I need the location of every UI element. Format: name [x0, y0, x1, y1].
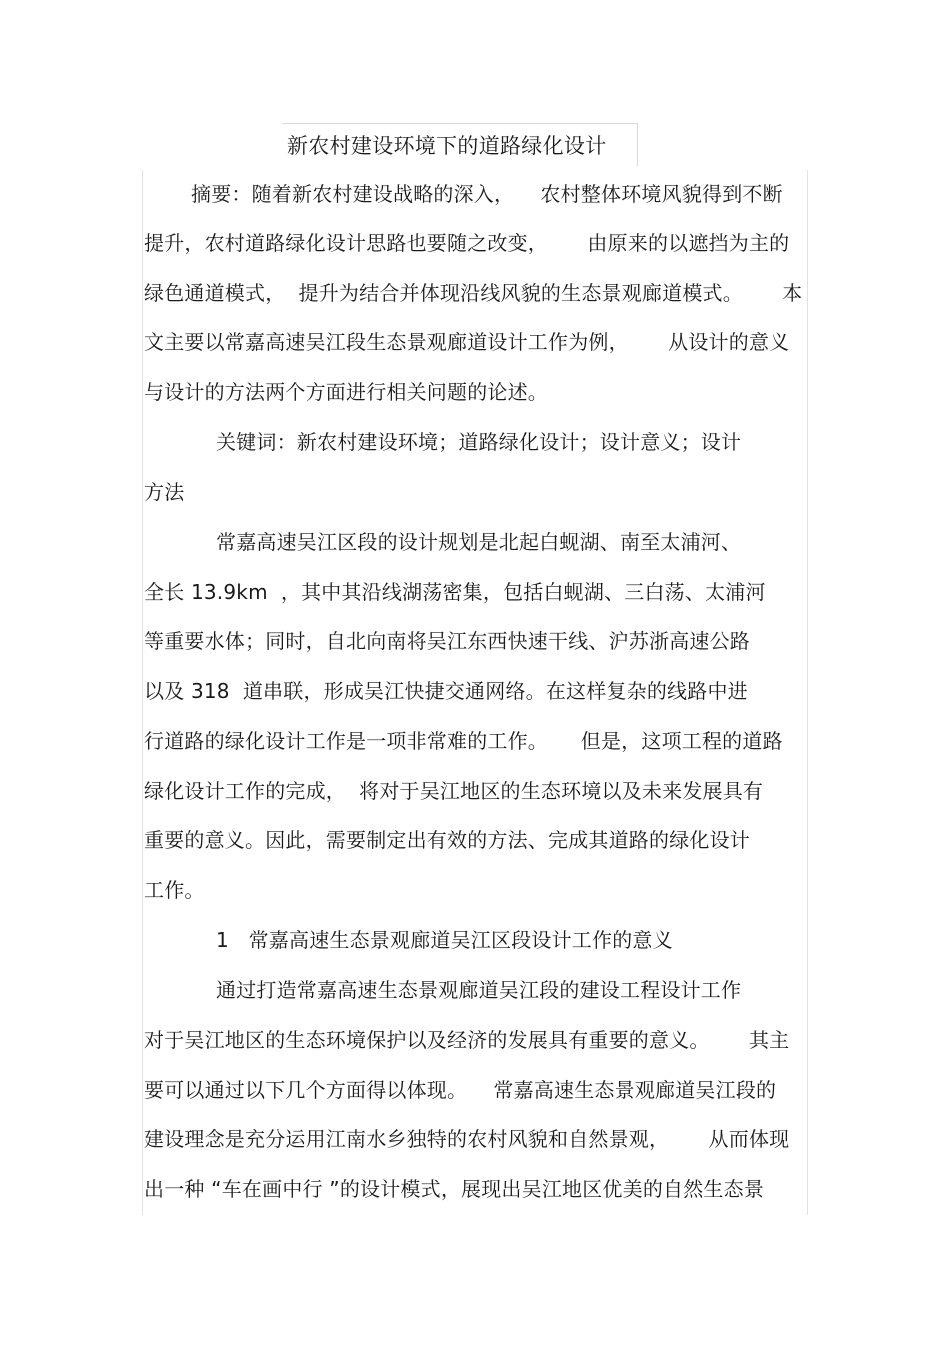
paragraph-line: 通过打造常嘉高速生态景观廊道吴江段的建设工程设计工作 — [216, 978, 742, 1002]
paragraph-line: 工作。 — [144, 878, 205, 902]
keywords-line: 关键词：新农村建设环境；道路绿化设计；设计意义；设计 — [216, 430, 742, 454]
section-heading: 1 常嘉高速生态景观廊道吴江区段设计工作的意义 — [216, 928, 673, 952]
paragraph-line: 对于吴江地区的生态环境保护以及经济的发展具有重要的意义。 其主 — [144, 1028, 790, 1052]
paragraph-line: 常嘉高速吴江区段的设计规划是北起白蚬湖、南至太浦河、 — [216, 530, 742, 554]
paragraph-line: 全长 13.9km ，其中其沿线湖荡密集，包括白蚬湖、三白荡、太浦河 — [144, 580, 766, 604]
paragraph-line: 提升，农村道路绿化设计思路也要随之改变， 由原来的以遮挡为主的 — [144, 231, 790, 255]
paragraph-line: 以及 318 道串联，形成吴江快捷交通网络。在这样复杂的线路中进 — [144, 679, 748, 703]
paragraph-line: 行道路的绿化设计工作是一项非常难的工作。 但是，这项工程的道路 — [144, 729, 783, 753]
document-title: 新农村建设环境下的道路绿化设计 — [287, 134, 607, 158]
paragraph-line: 要可以通过以下几个方面得以体现。 常嘉高速生态景观廊道吴江段的 — [144, 1078, 777, 1102]
paragraph-line: 文主要以常嘉高速吴江段生态景观廊道设计工作为例， 从设计的意义 — [144, 330, 790, 354]
keywords-line: 方法 — [144, 480, 185, 504]
paragraph-line: 摘要：随着新农村建设战略的深入， 农村整体环境风貌得到不断 — [191, 182, 783, 206]
paragraph-line: 绿化设计工作的完成， 将对于吴江地区的生态环境以及未来发展具有 — [144, 779, 764, 803]
paragraph-line: 建设理念是充分运用江南水乡独特的农村风貌和自然景观， 从而体现 — [144, 1127, 790, 1151]
paragraph-line: 等重要水体；同时，自北向南将吴江东西快速干线、沪苏浙高速公路 — [144, 629, 750, 653]
paragraph-line: 绿色通道模式， 提升为结合并体现沿线风貌的生态景观廊道模式。 本 — [144, 281, 803, 305]
paragraph-line: 重要的意义。因此，需要制定出有效的方法、完成其道路的绿化设计 — [144, 828, 750, 852]
paragraph-line: 出一种 “车在画中行 ”的设计模式，展现出吴江地区优美的自然生态景 — [144, 1177, 765, 1201]
paragraph-line: 与设计的方法两个方面进行相关问题的论述。 — [144, 380, 548, 404]
